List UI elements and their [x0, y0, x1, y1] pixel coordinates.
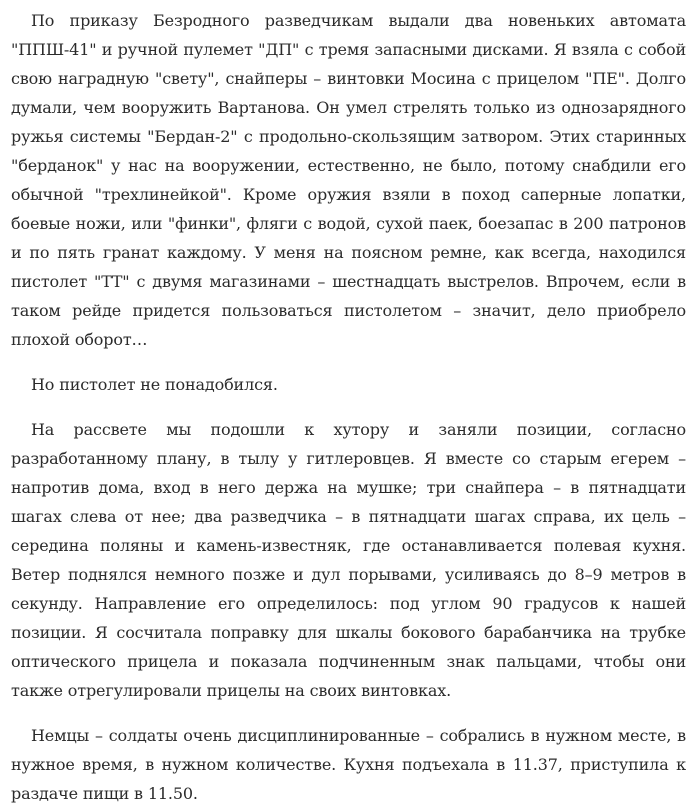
paragraph-pistol-not-needed: Но пистолет не понадобился.: [31, 375, 278, 394]
paragraph-positions: На рассвете мы подошли к хутору и заняли позиции, согласно разработанному плану, в тылу у гитлеровцев. Я вместе со старым егерем – напротив дома, вход в него держа на мушке; три снайпера – в пятнадцати шагах слева от нее; два разведчика – в пятнадцати шагах справа, их цель – середина поляны и камень-известняк, где останавливается полевая кухня. Ветер поднялся немного позже и дул порывами, усиливаясь до 8–9 метров в секунду. Направление его определилось: под углом 90 градусов к нашей позиции. Я сосчитала поправку для шкалы бокового барабанчика на трубке оптического прицела и показала подчиненным знак пальцами, чтобы они также отрегулировали прицелы на своих винтовках.: [11, 420, 686, 700]
paragraph-germans: Немцы – солдаты очень дисциплинированные – собрались в нужном месте, в нужное время, в нужном количестве. Кухня подъехала в 11.37, приступила к раздаче пищи в 11.50.: [11, 726, 686, 803]
paragraph-weapons: По приказу Безродного разведчикам выдали два новеньких автомата "ППШ-41" и ручной пулемет "ДП" с тремя запасными дисками. Я взяла с собой свою наградную "свету", снайперы – винтовки Мосина с прицелом "ПЕ". Долго думали, чем вооружить Вартанова. Он умел стрелять только из однозарядного ружья системы "Бердан-2" с продольно-скользящим затвором. Этих старинных "берданок" у нас на вооружении, естественно, не было, потому снабдили его обычной "трехлинейкой". Кроме оружия взяли в поход саперные лопатки, боевые ножи, или "финки", фляги с водой, сухой паек, боезапас в 200 патронов и по пять гранат каждому. У меня на поясном ремне, как всегда, находился пистолет "ТТ" с двумя магазинами – шестнадцать выстрелов. Впрочем, если в таком рейде придется пользоваться пистолетом – значит, дело приобрело плохой оборот…: [11, 11, 686, 349]
